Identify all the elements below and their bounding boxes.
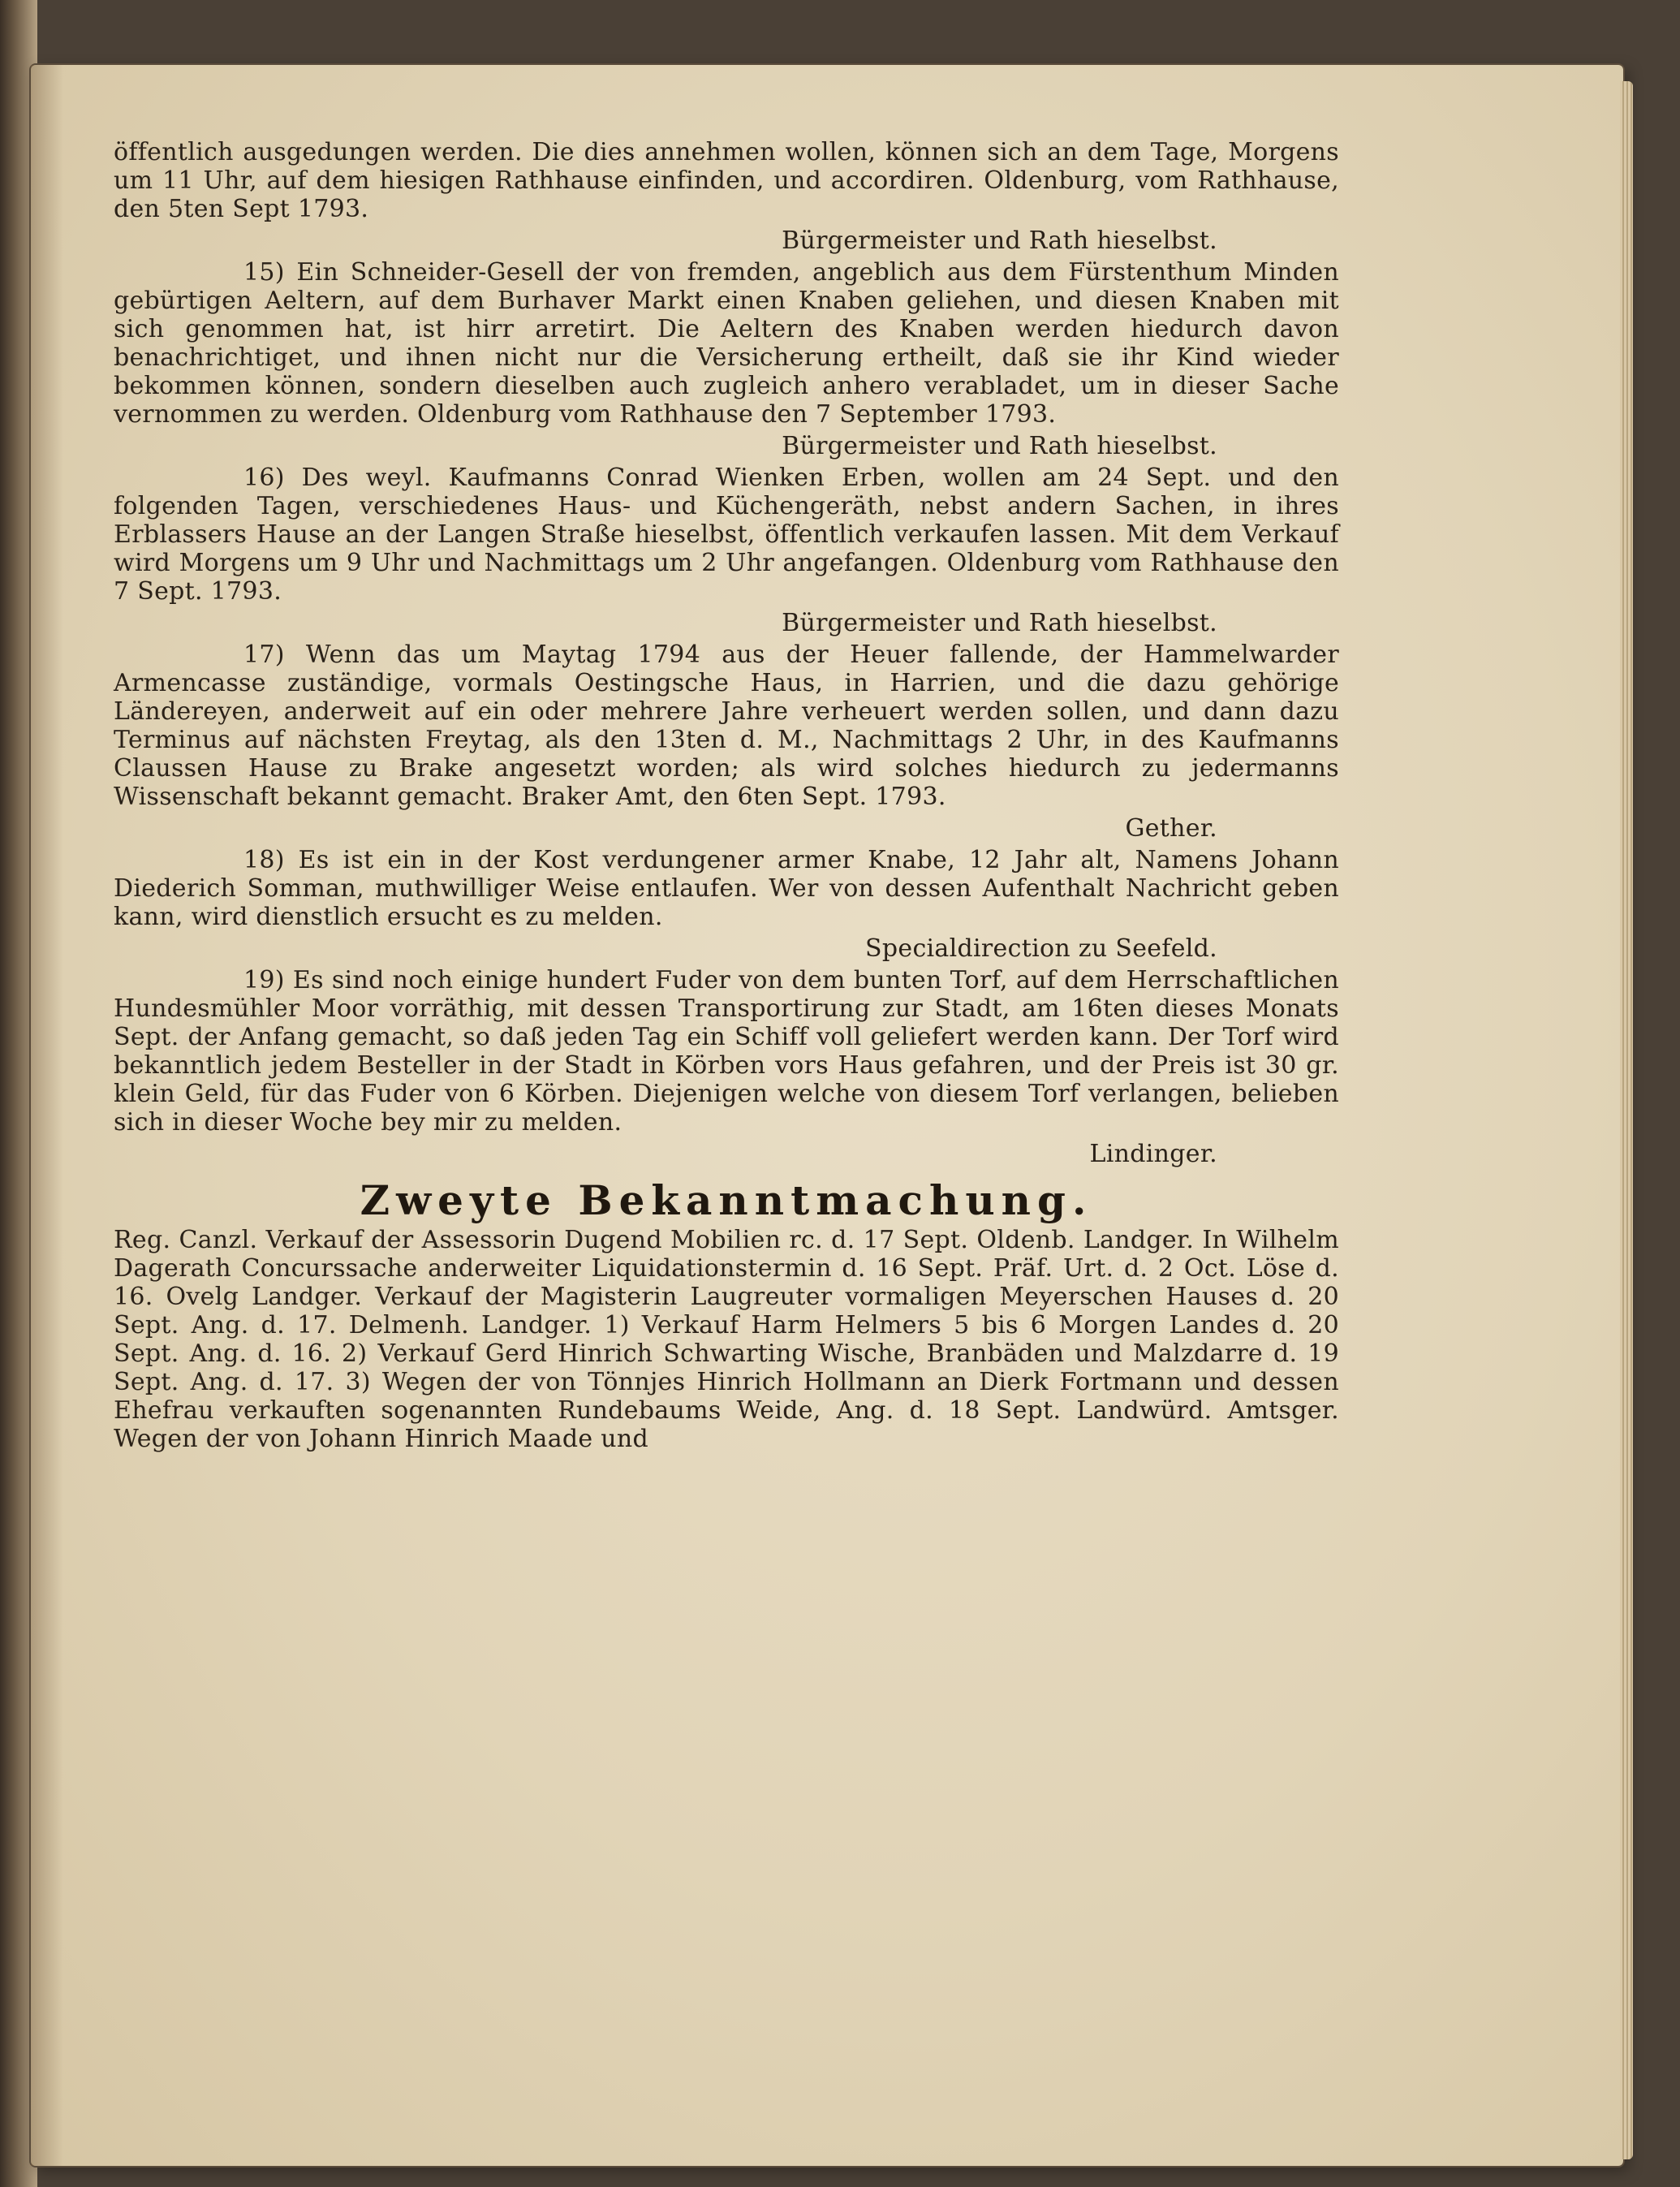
signature: Specialdirection zu Seefeld. <box>865 934 1217 963</box>
signature: Gether. <box>1125 814 1217 843</box>
paragraph-18: 18) Es ist ein in der Kost verdungener armer Knabe, 12 Jahr alt, Namens Johann Diederich Somman, muthwilliger Weise entlaufen. Wer von dessen Aufenthalt Nachricht geben kann, wird dienstlich ersucht es zu melden. <box>114 846 1339 931</box>
signature: Bürgermeister und Rath hieselbst. <box>782 609 1217 637</box>
paragraph-15: 15) Ein Schneider-Gesell der von fremden, angeblich aus dem Fürstenthum Minden gebürtigen Aeltern, auf dem Burhaver Markt einen Knaben geliehen, und diesen Knaben mit sich genommen hat, ist hirr arretirt. Die Aeltern des Knaben werden hiedurch davon benachrichtiget, und ihnen nicht nur die Versicherung ertheilt, daß sie ihr Kind wieder bekommen können, sondern dieselben auch zugleich anhero verabladet, um in dieser Sache vernommen zu werden. Oldenburg vom Rathhause den 7 September 1793. <box>114 258 1339 429</box>
section-heading: Zweyte Bekanntmachung. <box>360 1176 1093 1224</box>
paragraph-summary: Reg. Canzl. Verkauf der Assessorin Dugend Mobilien rc. d. 17 Sept. Oldenb. Landger. In Wilhelm Dagerath Concurssache anderweiter Liquidationstermin d. 16 Sept. Präf. Urt. d. 2 Oct. Löse d. 16. Ovelg Landger. Verkauf der Magisterin Laugreuter vormaligen Meyerschen Hauses d. 20 Sept. Ang. d. 17. Delmenh. Landger. 1) Verkauf Harm Helmers 5 bis 6 Morgen Landes d. 20 Sept. Ang. d. 16. 2) Verkauf Gerd Hinrich Schwarting Wische, Branbäden und Malzdarre d. 19 Sept. Ang. d. 17. 3) Wegen der von Tönnjes Hinrich Hollmann an Dierk Fortmann und dessen Ehefrau verkauften sogenannten Rundebaums Weide, Ang. d. 18 Sept. Landwürd. Amtsger. Wegen der von Johann Hinrich Maade und <box>114 1226 1339 1453</box>
text-block <box>114 138 1339 1456</box>
paragraph-16: 16) Des weyl. Kaufmanns Conrad Wienken Erben, wollen am 24 Sept. und den folgenden Tagen, verschiedenes Haus- und Küchengeräth, nebst andern Sachen, in ihres Erblassers Hause an der Langen Straße hieselbst, öffentlich verkaufen lassen. Mit dem Verkauf wird Morgens um 9 Uhr und Nachmittags um 2 Uhr angefangen. Oldenburg vom Rathhause den 7 Sept. 1793. <box>114 464 1339 606</box>
signature: Bürgermeister und Rath hieselbst. <box>782 432 1217 460</box>
paragraph-19: 19) Es sind noch einige hundert Fuder von dem bunten Torf, auf dem Herrschaftlichen Hundesmühler Moor vorräthig, mit dessen Transportirung zur Stadt, am 16ten dieses Monats Sept. der Anfang gemacht, so daß jeden Tag ein Schiff voll geliefert werden kann. Der Torf wird bekanntlich jedem Besteller in der Stadt in Körben vors Haus gefahren, und der Preis ist 30 gr. klein Geld, für das Fuder von 6 Körben. Diejenigen welche von diesem Torf verlangen, belieben sich in dieser Woche bey mir zu melden. <box>114 966 1339 1137</box>
signature: Bürgermeister und Rath hieselbst. <box>782 226 1217 255</box>
page-edges <box>1620 81 1633 2159</box>
paragraph-17: 17) Wenn das um Maytag 1794 aus der Heuer fallende, der Hammelwarder Armencasse zuständige, vormals Oestingsche Haus, in Harrien, und die dazu gehörige Ländereyen, anderweit auf ein oder mehrere Jahre verheuert werden sollen, und dann dazu Terminus auf nächsten Freytag, als den 13ten d. M., Nachmittags 2 Uhr, in des Kaufmanns Claussen Hause zu Brake angesetzt worden; als wird solches hiedurch zu jedermanns Wissenschaft bekannt gemacht. Braker Amt, den 6ten Sept. 1793. <box>114 641 1339 811</box>
signature: Lindinger. <box>1089 1140 1217 1168</box>
paragraph-continuation: öffentlich ausgedungen werden. Die dies annehmen wollen, können sich an dem Tage, Morgens um 11 Uhr, auf dem hiesigen Rathhause einfinden, und accordiren. Oldenburg, vom Rathhause, den 5ten Sept 1793. <box>114 138 1339 223</box>
